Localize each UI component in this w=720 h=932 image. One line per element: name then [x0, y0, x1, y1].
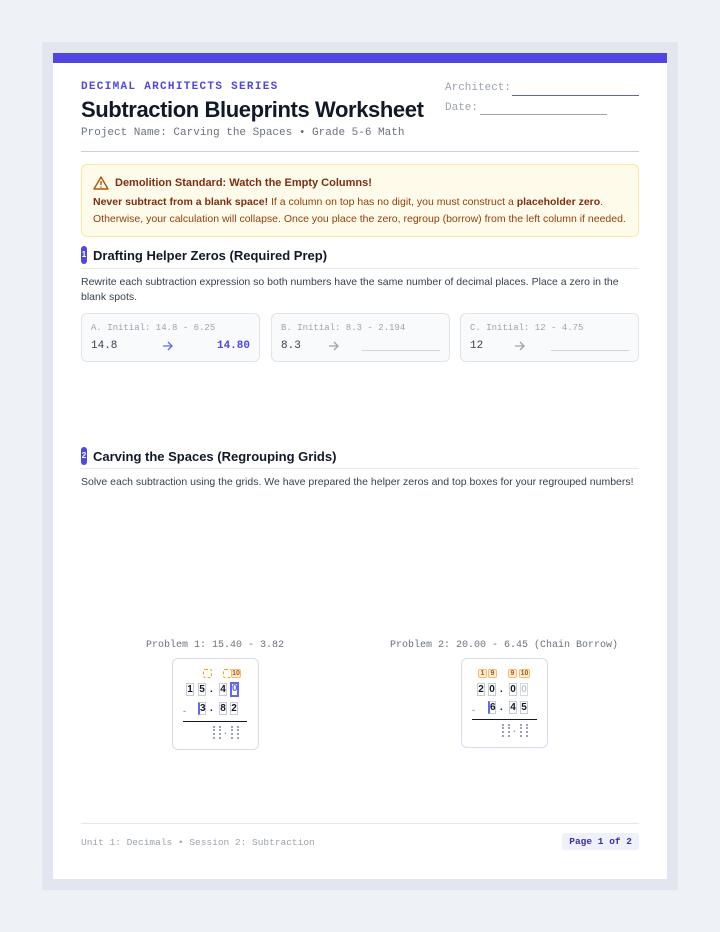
card-answer[interactable]: 14.80: [216, 340, 250, 352]
alert-strong-2: placeholder zero: [516, 196, 601, 208]
prep-card-b: [271, 313, 450, 362]
answer-decimal: .: [224, 726, 227, 737]
date-label: Date:: [445, 102, 479, 114]
bottom-digit: 2: [231, 703, 237, 714]
alert-body: [93, 194, 633, 228]
section-2-title: Carving the Spaces (Regrouping Grids): [93, 449, 337, 464]
alert-text-3: Otherwise, your calculation will collapse. Once you place the zero, regroup (borrow) from the left column if needed.: [93, 213, 626, 225]
arrow-right-icon: [514, 341, 526, 351]
footer-divider: [81, 823, 639, 824]
decimal-point: .: [500, 702, 503, 713]
problem-2-title: Problem 2: 20.00 - 6.45 (Chain Borrow): [389, 640, 619, 651]
answer-slot[interactable]: [520, 724, 528, 737]
header-divider: [81, 151, 639, 152]
card-initial: 14.8: [91, 340, 118, 352]
placeholder-zero: 0: [521, 684, 527, 695]
minus-sign: -: [183, 706, 186, 716]
section-1-badge: 1: [81, 246, 87, 264]
alert-text-1: If a column on top has no digit, you must construct a: [268, 196, 517, 208]
alert-title: Demolition Standard: Watch the Empty Columns!: [115, 177, 372, 189]
page-number-badge: Page 1 of 2: [562, 833, 639, 850]
problem-1-grid: [172, 658, 259, 750]
bottom-digit: 3: [200, 703, 206, 714]
decimal-point: .: [210, 703, 213, 714]
top-digit: 4: [220, 684, 226, 695]
borrow-box[interactable]: [203, 669, 212, 678]
answer-slot[interactable]: [231, 726, 239, 739]
prep-card-c: [460, 313, 639, 362]
section-2-divider: [81, 468, 639, 469]
accent-top-bar: [53, 53, 667, 63]
page-title: Subtraction Blueprints Worksheet: [81, 97, 424, 122]
bottom-digit: 8: [220, 703, 226, 714]
top-digit: 5: [199, 684, 205, 695]
borrow-box-filled[interactable]: 10: [520, 670, 529, 677]
borrow-box-filled[interactable]: 9: [508, 669, 517, 678]
prep-card-a: [81, 313, 260, 362]
arrow-right-icon: [328, 341, 340, 351]
card-label: B. Initial: 8.3 - 2.194: [281, 323, 406, 333]
alert-strong-1: Never subtract from a blank space!: [93, 196, 269, 208]
top-digit: 0: [489, 684, 495, 695]
section-2-description: Solve each subtraction using the grids. We have prepared the helper zeros and top boxes for your regrouped numbers!: [81, 476, 634, 488]
top-digit: 2: [478, 684, 484, 695]
borrow-box-filled[interactable]: 10: [232, 670, 240, 677]
top-digit: 1: [187, 684, 193, 695]
borrow-box-filled[interactable]: 1: [478, 669, 487, 678]
bottom-digit: 6: [490, 702, 496, 713]
section-1-divider: [81, 268, 639, 269]
footer-unit-label: Unit 1: Decimals • Session 2: Subtraction: [81, 837, 315, 848]
decimal-point: .: [500, 684, 503, 695]
top-digit: 0: [510, 684, 516, 695]
minus-sign: -: [472, 705, 475, 715]
answer-slot[interactable]: [213, 726, 221, 739]
card-initial: 12: [470, 340, 484, 352]
warning-triangle-icon: [93, 176, 109, 190]
placeholder-zero: 0: [230, 682, 239, 697]
worksheet-page: [53, 53, 667, 879]
bottom-digit: 5: [521, 702, 527, 713]
answer-decimal: .: [513, 724, 516, 735]
sum-line: [183, 721, 247, 722]
section-1-description: Rewrite each subtraction expression so both numbers have the same number of decimal places. Place a zero in the blank spots.: [81, 276, 619, 303]
arrow-right-icon: [162, 341, 174, 351]
section-1-title: Drafting Helper Zeros (Required Prep): [93, 248, 328, 263]
section-2-badge: 2: [81, 447, 87, 465]
card-answer-blank[interactable]: [551, 350, 629, 351]
card-label: C. Initial: 12 - 4.75: [470, 323, 584, 333]
architect-label: Architect:: [445, 82, 512, 94]
decimal-point: .: [210, 684, 213, 695]
project-subtitle: Project Name: Carving the Spaces • Grade 5-6 Math: [81, 127, 405, 139]
alert-text-2: .: [600, 196, 604, 208]
card-initial: 8.3: [281, 340, 301, 352]
demolition-alert: [81, 164, 639, 237]
sum-line: [472, 719, 537, 720]
card-label: A. Initial: 14.8 - 6.25: [91, 323, 216, 333]
problem-2-grid: [461, 658, 548, 748]
card-answer-blank[interactable]: [362, 350, 440, 351]
bottom-digit: 4: [510, 702, 516, 713]
series-label: DECIMAL ARCHITECTS SERIES: [81, 81, 279, 93]
answer-slot[interactable]: [502, 724, 510, 737]
problem-1-title: Problem 1: 15.40 - 3.82: [145, 640, 285, 651]
date-field[interactable]: [480, 114, 607, 115]
borrow-box-filled[interactable]: 9: [488, 669, 497, 678]
architect-field[interactable]: [512, 95, 639, 96]
